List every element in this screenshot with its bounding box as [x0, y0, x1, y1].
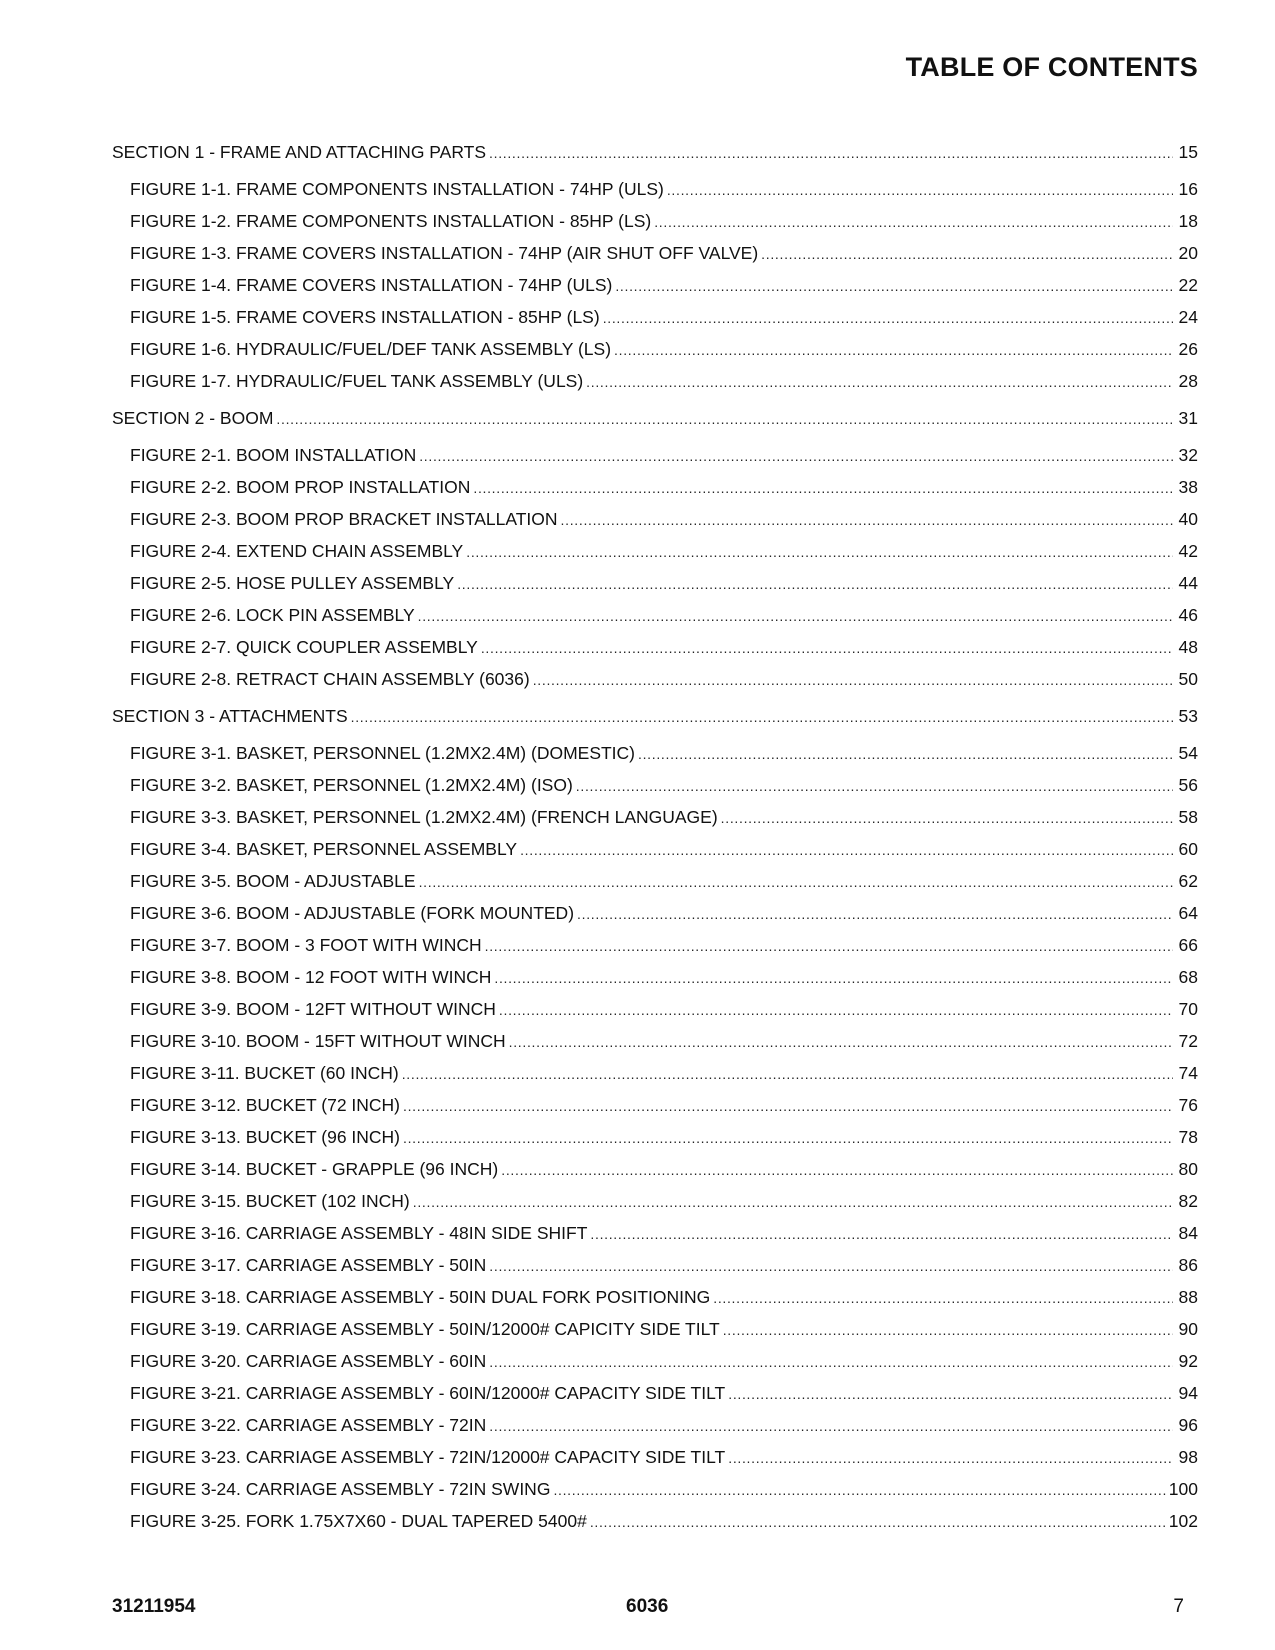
toc-figure-entry[interactable]	[112, 1473, 1198, 1505]
toc-figure-entry[interactable]	[112, 1089, 1198, 1121]
toc-figure-entry[interactable]	[112, 439, 1198, 471]
dot-leader	[713, 1281, 1173, 1314]
toc-entry-label: FIGURE 3-1. BASKET, PERSONNEL (1.2MX2.4M) (DOMESTIC)	[130, 743, 636, 763]
dot-leader	[402, 1057, 1173, 1090]
toc-figure-entry[interactable]	[112, 1057, 1198, 1089]
toc-entry-label: FIGURE 3-24. CARRIAGE ASSEMBLY - 72IN SWING	[130, 1479, 551, 1499]
dot-leader	[590, 1505, 1166, 1538]
toc-entry-label: FIGURE 1-5. FRAME COVERS INSTALLATION - 85HP (LS)	[130, 307, 600, 327]
toc-entry-page-number: 68	[1178, 967, 1198, 987]
toc-entry-label: FIGURE 2-4. EXTEND CHAIN ASSEMBLY	[130, 541, 464, 561]
toc-figure-entry[interactable]	[112, 1217, 1198, 1249]
dot-leader	[533, 663, 1173, 696]
toc-figure-entry[interactable]	[112, 1313, 1198, 1345]
dot-leader	[614, 333, 1173, 366]
toc-entry-page-number: 22	[1178, 275, 1198, 295]
toc-figure-entry[interactable]	[112, 269, 1198, 301]
dot-leader	[403, 1089, 1173, 1122]
toc-figure-entry[interactable]	[112, 535, 1198, 567]
toc-entry-label: FIGURE 3-25. FORK 1.75X7X60 - DUAL TAPERED 5400#	[130, 1511, 587, 1531]
toc-entry-page-number: 94	[1178, 1383, 1198, 1403]
toc-figure-entry[interactable]	[112, 631, 1198, 663]
dot-leader	[501, 1153, 1173, 1186]
toc-entry-page-number: 28	[1178, 371, 1198, 391]
toc-entry-label: FIGURE 3-18. CARRIAGE ASSEMBLY - 50IN DUAL FORK POSITIONING	[130, 1287, 711, 1307]
toc-entry-label: FIGURE 3-16. CARRIAGE ASSEMBLY - 48IN SIDE SHIFT	[130, 1223, 588, 1243]
toc-figure-entry[interactable]	[112, 599, 1198, 631]
toc-entry-label: FIGURE 3-23. CARRIAGE ASSEMBLY - 72IN/12000# CAPACITY SIDE TILT	[130, 1447, 726, 1467]
toc-entry-page-number: 98	[1178, 1447, 1198, 1467]
toc-figure-entry[interactable]	[112, 1441, 1198, 1473]
toc-entry-label: FIGURE 1-6. HYDRAULIC/FUEL/DEF TANK ASSEMBLY (LS)	[130, 339, 612, 359]
toc-entry-label: FIGURE 1-4. FRAME COVERS INSTALLATION - 74HP (ULS)	[130, 275, 613, 295]
toc-figure-entry[interactable]	[112, 567, 1198, 599]
toc-entry-label: SECTION 3 - ATTACHMENTS	[112, 706, 348, 726]
toc-entry-label: FIGURE 2-5. HOSE PULLEY ASSEMBLY	[130, 573, 455, 593]
toc-entry-page-number: 24	[1178, 307, 1198, 327]
toc-entry-label: FIGURE 2-1. BOOM INSTALLATION	[130, 445, 417, 465]
toc-section-entry[interactable]	[112, 397, 1198, 439]
dot-leader	[276, 397, 1173, 440]
dot-leader	[403, 1121, 1173, 1154]
toc-entry-label: FIGURE 1-2. FRAME COMPONENTS INSTALLATION - 85HP (LS)	[130, 211, 652, 231]
toc-figure-entry[interactable]	[112, 333, 1198, 365]
dot-leader	[466, 535, 1173, 568]
toc-entry-label: SECTION 2 - BOOM	[112, 408, 274, 428]
dot-leader	[419, 439, 1173, 472]
dot-leader	[520, 833, 1173, 866]
toc-figure-entry[interactable]	[112, 301, 1198, 333]
toc-entry-page-number: 31	[1178, 408, 1198, 428]
dot-leader	[728, 1377, 1173, 1410]
toc-entry-page-number: 88	[1178, 1287, 1198, 1307]
toc-figure-entry[interactable]	[112, 769, 1198, 801]
toc-entry-page-number: 60	[1178, 839, 1198, 859]
dot-leader	[489, 1409, 1173, 1442]
toc-entry-page-number: 58	[1178, 807, 1198, 827]
toc-entry-label: FIGURE 3-7. BOOM - 3 FOOT WITH WINCH	[130, 935, 482, 955]
toc-entry-page-number: 50	[1178, 669, 1198, 689]
toc-entry-label: FIGURE 3-6. BOOM - ADJUSTABLE (FORK MOUNTED)	[130, 903, 575, 923]
toc-figure-entry[interactable]	[112, 865, 1198, 897]
toc-figure-entry[interactable]	[112, 1121, 1198, 1153]
dot-leader	[603, 301, 1173, 334]
toc-figure-entry[interactable]	[112, 503, 1198, 535]
toc-entry-page-number: 92	[1178, 1351, 1198, 1371]
toc-entry-page-number: 32	[1178, 445, 1198, 465]
toc-entry-label: FIGURE 3-5. BOOM - ADJUSTABLE	[130, 871, 416, 891]
toc-entry-page-number: 82	[1178, 1191, 1198, 1211]
toc-section-entry[interactable]	[112, 695, 1198, 737]
dot-leader	[413, 1185, 1173, 1218]
dot-leader	[586, 365, 1173, 398]
dot-leader	[615, 269, 1173, 302]
footer-page-number: 7	[1173, 1596, 1184, 1617]
toc-entry-label: SECTION 1 - FRAME AND ATTACHING PARTS	[112, 142, 487, 162]
toc-figure-entry[interactable]	[112, 993, 1198, 1025]
toc-entry-label: FIGURE 3-22. CARRIAGE ASSEMBLY - 72IN	[130, 1415, 487, 1435]
footer-document-number: 31211954	[112, 1596, 196, 1617]
toc-entry-page-number: 20	[1178, 243, 1198, 263]
table-of-contents	[112, 131, 1198, 1537]
dot-leader	[723, 1313, 1173, 1346]
toc-entry-label: FIGURE 3-14. BUCKET - GRAPPLE (96 INCH)	[130, 1159, 499, 1179]
toc-figure-entry[interactable]	[112, 205, 1198, 237]
toc-entry-page-number: 46	[1178, 605, 1198, 625]
toc-entry-page-number: 78	[1178, 1127, 1198, 1147]
toc-figure-entry[interactable]	[112, 1377, 1198, 1409]
dot-leader	[553, 1473, 1165, 1506]
toc-entry-page-number: 16	[1178, 179, 1198, 199]
dot-leader	[577, 897, 1173, 930]
toc-figure-entry[interactable]	[112, 929, 1198, 961]
toc-figure-entry[interactable]	[112, 1185, 1198, 1217]
toc-figure-entry[interactable]	[112, 471, 1198, 503]
toc-entry-label: FIGURE 1-1. FRAME COMPONENTS INSTALLATION - 74HP (ULS)	[130, 179, 664, 199]
toc-entry-page-number: 100	[1168, 1479, 1198, 1499]
toc-entry-label: FIGURE 3-12. BUCKET (72 INCH)	[130, 1095, 401, 1115]
toc-entry-label: FIGURE 3-4. BASKET, PERSONNEL ASSEMBLY	[130, 839, 518, 859]
toc-entry-page-number: 76	[1178, 1095, 1198, 1115]
toc-entry-page-number: 56	[1178, 775, 1198, 795]
toc-entry-label: FIGURE 2-3. BOOM PROP BRACKET INSTALLATION	[130, 509, 558, 529]
dot-leader	[561, 503, 1173, 536]
toc-entry-label: FIGURE 2-8. RETRACT CHAIN ASSEMBLY (6036)	[130, 669, 530, 689]
toc-entry-label: FIGURE 2-2. BOOM PROP INSTALLATION	[130, 477, 471, 497]
toc-entry-page-number: 102	[1168, 1511, 1198, 1531]
toc-entry-page-number: 74	[1178, 1063, 1198, 1083]
dot-leader	[419, 865, 1173, 898]
toc-figure-entry[interactable]	[112, 1281, 1198, 1313]
footer-model-number: 6036	[626, 1596, 669, 1617]
toc-entry-page-number: 15	[1178, 142, 1198, 162]
toc-figure-entry[interactable]	[112, 1153, 1198, 1185]
dot-leader	[481, 631, 1173, 664]
toc-figure-entry[interactable]	[112, 237, 1198, 269]
toc-entry-label: FIGURE 3-10. BOOM - 15FT WITHOUT WINCH	[130, 1031, 506, 1051]
dot-leader	[590, 1217, 1173, 1250]
toc-entry-label: FIGURE 3-13. BUCKET (96 INCH)	[130, 1127, 401, 1147]
toc-figure-entry[interactable]	[112, 1249, 1198, 1281]
toc-entry-page-number: 48	[1178, 637, 1198, 657]
toc-entry-label: FIGURE 3-15. BUCKET (102 INCH)	[130, 1191, 410, 1211]
dot-leader	[457, 567, 1173, 600]
toc-entry-label: FIGURE 3-9. BOOM - 12FT WITHOUT WINCH	[130, 999, 496, 1019]
dot-leader	[761, 237, 1173, 270]
dot-leader	[494, 961, 1173, 994]
dot-leader	[473, 471, 1173, 504]
toc-entry-page-number: 18	[1178, 211, 1198, 231]
toc-entry-page-number: 62	[1178, 871, 1198, 891]
dot-leader	[638, 737, 1173, 770]
toc-entry-page-number: 72	[1178, 1031, 1198, 1051]
toc-entry-label: FIGURE 3-8. BOOM - 12 FOOT WITH WINCH	[130, 967, 492, 987]
dot-leader	[418, 599, 1173, 632]
toc-figure-entry[interactable]	[112, 1025, 1198, 1057]
dot-leader	[485, 929, 1173, 962]
dot-leader	[721, 801, 1173, 834]
toc-entry-page-number: 90	[1178, 1319, 1198, 1339]
toc-figure-entry[interactable]	[112, 833, 1198, 865]
toc-figure-entry[interactable]	[112, 801, 1198, 833]
dot-leader	[576, 769, 1173, 802]
toc-section-entry[interactable]	[112, 131, 1198, 173]
toc-entry-page-number: 64	[1178, 903, 1198, 923]
toc-figure-entry[interactable]	[112, 1505, 1198, 1537]
toc-figure-entry[interactable]	[112, 663, 1198, 695]
dot-leader	[489, 131, 1173, 174]
toc-figure-entry[interactable]	[112, 737, 1198, 769]
toc-entry-label: FIGURE 3-3. BASKET, PERSONNEL (1.2MX2.4M) (FRENCH LANGUAGE)	[130, 807, 718, 827]
toc-entry-label: FIGURE 3-2. BASKET, PERSONNEL (1.2MX2.4M) (ISO)	[130, 775, 573, 795]
toc-entry-label: FIGURE 3-21. CARRIAGE ASSEMBLY - 60IN/12000# CAPACITY SIDE TILT	[130, 1383, 726, 1403]
toc-entry-page-number: 70	[1178, 999, 1198, 1019]
toc-entry-label: FIGURE 3-11. BUCKET (60 INCH)	[130, 1063, 399, 1083]
toc-entry-page-number: 80	[1178, 1159, 1198, 1179]
toc-entry-page-number: 38	[1178, 477, 1198, 497]
toc-entry-page-number: 44	[1178, 573, 1198, 593]
toc-figure-entry[interactable]	[112, 1345, 1198, 1377]
dot-leader	[509, 1025, 1173, 1058]
toc-entry-label: FIGURE 3-17. CARRIAGE ASSEMBLY - 50IN	[130, 1255, 487, 1275]
toc-entry-page-number: 54	[1178, 743, 1198, 763]
toc-figure-entry[interactable]	[112, 897, 1198, 929]
toc-entry-page-number: 96	[1178, 1415, 1198, 1435]
dot-leader	[489, 1249, 1173, 1282]
toc-entry-label: FIGURE 1-7. HYDRAULIC/FUEL TANK ASSEMBLY (ULS)	[130, 371, 584, 391]
toc-entry-page-number: 42	[1178, 541, 1198, 561]
toc-figure-entry[interactable]	[112, 173, 1198, 205]
toc-entry-page-number: 40	[1178, 509, 1198, 529]
dot-leader	[489, 1345, 1173, 1378]
toc-entry-label: FIGURE 1-3. FRAME COVERS INSTALLATION - 74HP (AIR SHUT OFF VALVE)	[130, 243, 759, 263]
toc-figure-entry[interactable]	[112, 961, 1198, 993]
toc-entry-page-number: 66	[1178, 935, 1198, 955]
toc-figure-entry[interactable]	[112, 365, 1198, 397]
toc-figure-entry[interactable]	[112, 1409, 1198, 1441]
toc-entry-page-number: 26	[1178, 339, 1198, 359]
toc-entry-page-number: 53	[1178, 706, 1198, 726]
toc-entry-label: FIGURE 2-6. LOCK PIN ASSEMBLY	[130, 605, 415, 625]
dot-leader	[654, 205, 1173, 238]
toc-entry-page-number: 86	[1178, 1255, 1198, 1275]
dot-leader	[351, 695, 1173, 738]
dot-leader	[499, 993, 1173, 1026]
toc-entry-page-number: 84	[1178, 1223, 1198, 1243]
page-title: TABLE OF CONTENTS	[905, 52, 1198, 82]
dot-leader	[667, 173, 1173, 206]
toc-entry-label: FIGURE 3-19. CARRIAGE ASSEMBLY - 50IN/12000# CAPICITY SIDE TILT	[130, 1319, 720, 1339]
toc-entry-label: FIGURE 2-7. QUICK COUPLER ASSEMBLY	[130, 637, 478, 657]
toc-entry-label: FIGURE 3-20. CARRIAGE ASSEMBLY - 60IN	[130, 1351, 487, 1371]
dot-leader	[728, 1441, 1173, 1474]
